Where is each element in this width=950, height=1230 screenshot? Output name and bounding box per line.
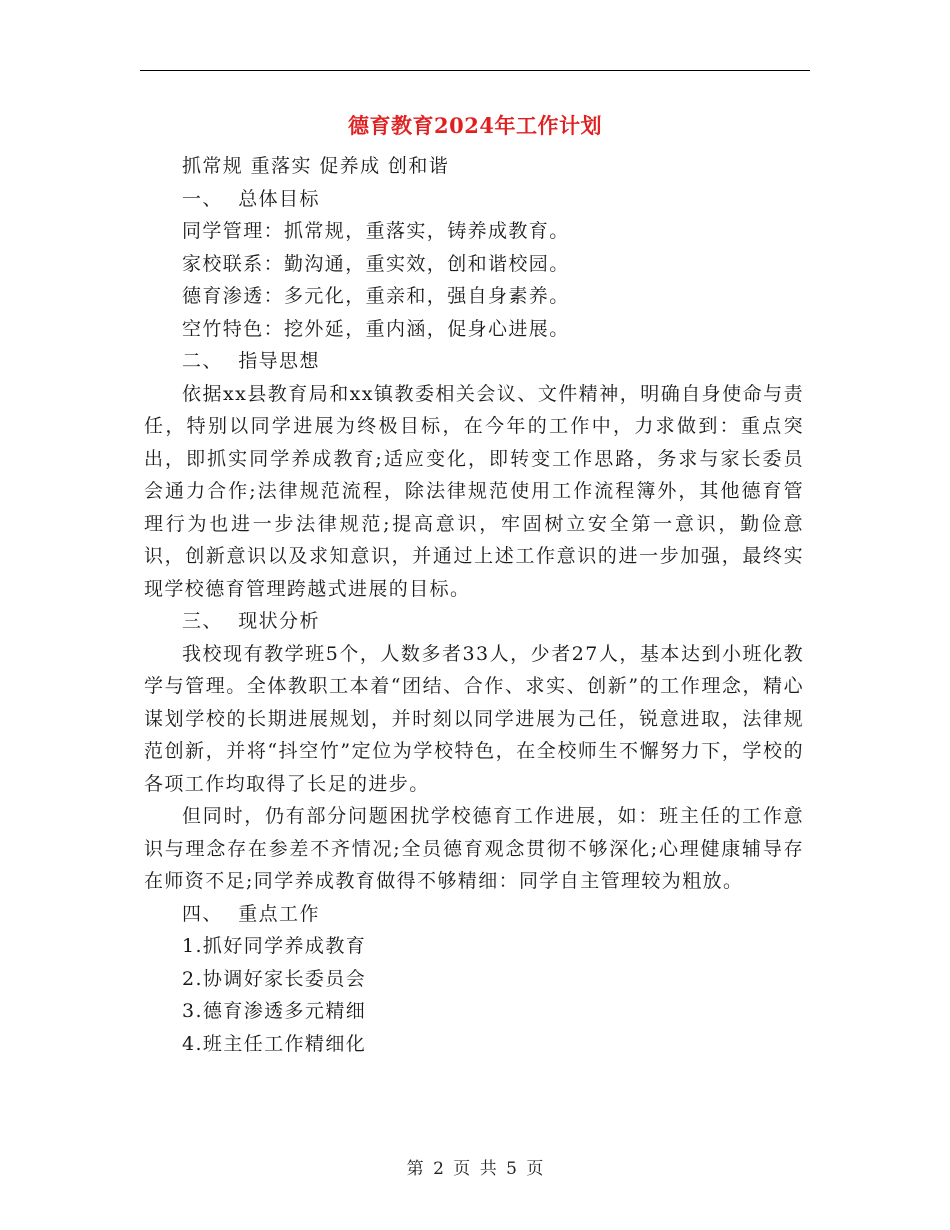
goal-item: 空竹特色：挖外延，重内涵，促身心进展。	[182, 317, 570, 340]
document-title: 德育教育2024年工作计划	[348, 113, 602, 138]
goal-item: 德育渗透：多元化，重亲和，强自身素养。	[182, 285, 570, 307]
status-paragraph: 我校现有教学班5个，人数多者33人，少者27人，基本达到小班化教学与管理。全体教职工本着“团结、合作、求实、创新”的工作理念，精心谋划学校的长期进展规划，并时刻以同学进展为己任，锐意进取，法律规范创新，并将“抖空竹”定位为学校特色，在全校师生不懈努力下，学校的各项工作均取得了长足的进步。	[144, 642, 804, 795]
section-2-heading: 二、 指导思想	[182, 350, 320, 372]
key-work-item: 4.班主任工作精细化	[182, 1032, 367, 1055]
key-work-item: 3.德育渗透多元精细	[182, 1000, 367, 1022]
section-1-heading: 一、 总体目标	[182, 187, 320, 210]
goal-item: 家校联系：勤沟通，重实效，创和谐校园。	[182, 252, 570, 275]
key-work-item: 1.抓好同学养成教育	[182, 935, 367, 957]
key-work-item: 2.协调好家长委员会	[182, 967, 367, 990]
slogan-line: 抓常规 重落实 促养成 创和谐	[182, 155, 450, 177]
section-3-heading: 三、 现状分析	[182, 610, 320, 632]
document-body	[144, 150, 804, 1060]
goal-item: 同学管理：抓常规，重落实，铸养成教育。	[182, 220, 570, 242]
guiding-thought-paragraph: 依据xx县教育局和xx镇教委相关会议、文件精神，明确自身使命与责任，特别以同学进展为终极目标，在今年的工作中，力求做到：重点突出，即抓实同学养成教育;适应变化，即转变工作思路，务求与家长委员会通力合作;法律规范流程，除法律规范使用工作流程簿外，其他德育管理行为也进一步法律规范;提高意识，牢固树立安全第一意识，勤俭意识，创新意识以及求知意识，并通过上述工作意识的进一步加强，最终实现学校德育管理跨越式进展的目标。	[144, 382, 804, 600]
section-4-heading: 四、 重点工作	[182, 902, 320, 925]
problems-paragraph: 但同时，仍有部分问题困扰学校德育工作进展，如：班主任的工作意识与理念存在参差不齐情况;全员德育观念贯彻不够深化;心理健康辅导存在师资不足;同学养成教育做得不够精细：同学自主管理较为粗放。	[144, 805, 804, 892]
page-number-footer: 第 2 页 共 5 页	[406, 1159, 544, 1179]
header-rule	[140, 70, 810, 71]
